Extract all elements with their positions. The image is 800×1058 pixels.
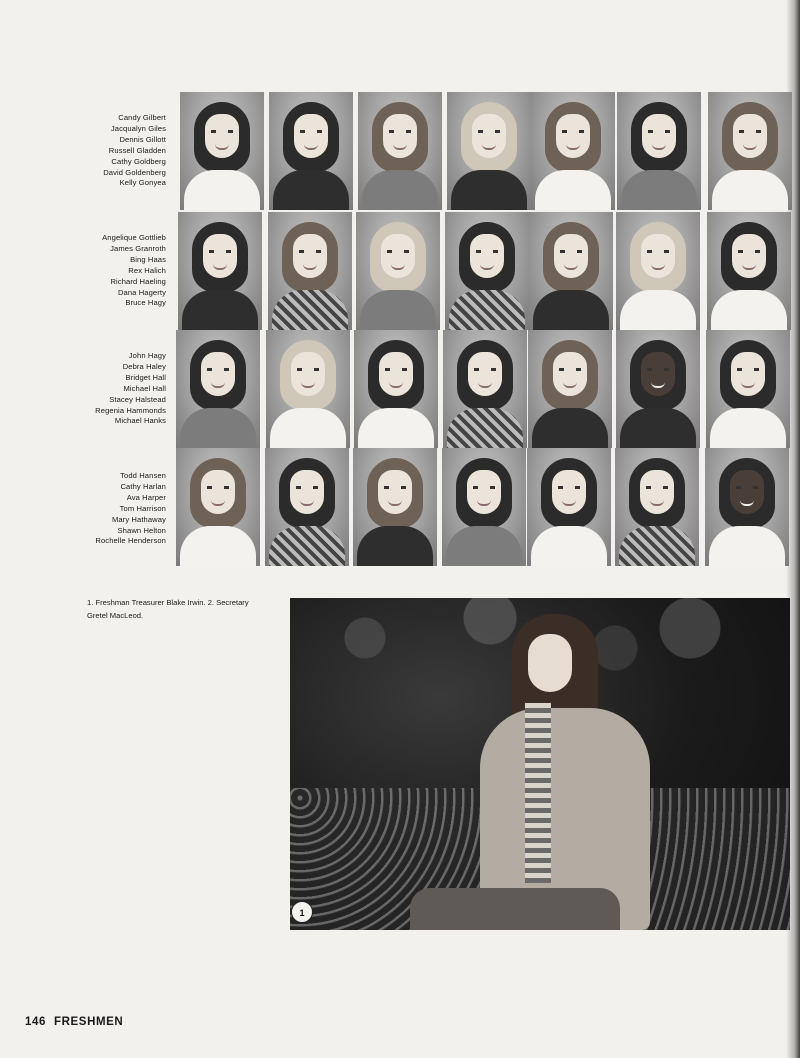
student-portrait xyxy=(354,330,438,448)
student-name: Todd Hansen xyxy=(120,471,166,480)
student-portrait xyxy=(708,92,792,210)
student-name: Debra Haley xyxy=(122,361,166,371)
student-name: Rex Halich xyxy=(128,265,166,275)
page-number: 146 xyxy=(25,1016,46,1028)
student-name: Russell Gladden xyxy=(108,145,166,155)
student-portrait xyxy=(616,330,700,448)
student-name: Mary Hathaway xyxy=(111,514,166,524)
student-portrait xyxy=(358,92,442,210)
student-portrait xyxy=(176,448,260,566)
student-name: Tom Harrison xyxy=(119,503,166,513)
student-name: Rochelle Henderson xyxy=(95,536,166,546)
student-portrait xyxy=(268,212,352,330)
student-name: David Goldenberg xyxy=(103,167,166,177)
student-name: Candy Gilbert xyxy=(118,113,166,122)
student-name: John Hagy xyxy=(128,351,166,360)
student-name: James Granroth xyxy=(110,243,166,253)
name-list-row-1 xyxy=(60,113,166,189)
name-list-row-4 xyxy=(60,471,166,547)
student-name: Cathy Goldberg xyxy=(111,156,166,166)
student-name: Dennis Gillott xyxy=(119,134,166,144)
student-portrait xyxy=(443,330,527,448)
photo-number-badge: 1 xyxy=(291,901,313,923)
page-footer xyxy=(25,1016,123,1028)
student-portrait xyxy=(353,448,437,566)
student-name: Jacqualyn Giles xyxy=(110,123,166,133)
student-portrait xyxy=(705,448,789,566)
student-portrait xyxy=(178,212,262,330)
student-portrait xyxy=(616,212,700,330)
student-name: Bridget Hall xyxy=(125,372,166,382)
student-portrait xyxy=(266,330,350,448)
name-list-row-3 xyxy=(60,351,166,427)
student-portrait xyxy=(529,212,613,330)
student-portrait xyxy=(617,92,701,210)
person-legs xyxy=(410,888,620,930)
student-portrait xyxy=(356,212,440,330)
student-name: Cathy Harlan xyxy=(120,481,166,491)
officer-photo xyxy=(290,598,790,930)
student-portrait xyxy=(527,448,611,566)
student-portrait xyxy=(442,448,526,566)
section-title: FRESHMEN xyxy=(54,1016,124,1028)
student-name: Bruce Hagy xyxy=(125,298,166,308)
student-name: Shawn Helton xyxy=(117,525,166,535)
student-portrait xyxy=(269,92,353,210)
student-name: Kelly Gonyea xyxy=(119,178,166,188)
person-face xyxy=(528,634,572,692)
student-portrait xyxy=(531,92,615,210)
student-name: Stacey Halstead xyxy=(109,394,166,404)
student-name: Bing Haas xyxy=(130,254,166,264)
student-portrait xyxy=(707,212,791,330)
student-portrait xyxy=(615,448,699,566)
student-name: Angelique Gottlieb xyxy=(102,233,166,242)
student-name: Michael Hanks xyxy=(114,416,166,426)
student-portrait xyxy=(265,448,349,566)
student-portrait xyxy=(176,330,260,448)
student-name: Richard Haeling xyxy=(110,276,166,286)
student-name: Regenia Hammonds xyxy=(95,405,166,415)
student-portrait xyxy=(447,92,531,210)
student-name: Michael Hall xyxy=(123,383,166,393)
student-portrait xyxy=(706,330,790,448)
student-name: Ava Harper xyxy=(126,492,166,502)
name-list-row-2 xyxy=(60,233,166,309)
student-name: Dana Hagerty xyxy=(117,287,166,297)
student-portrait xyxy=(528,330,612,448)
person-scarf xyxy=(525,703,551,883)
photo-caption: 1. Freshman Treasurer Blake Irwin. 2. Secretary Gretel MacLeod. xyxy=(87,598,249,620)
student-portrait xyxy=(445,212,529,330)
student-portrait xyxy=(180,92,264,210)
